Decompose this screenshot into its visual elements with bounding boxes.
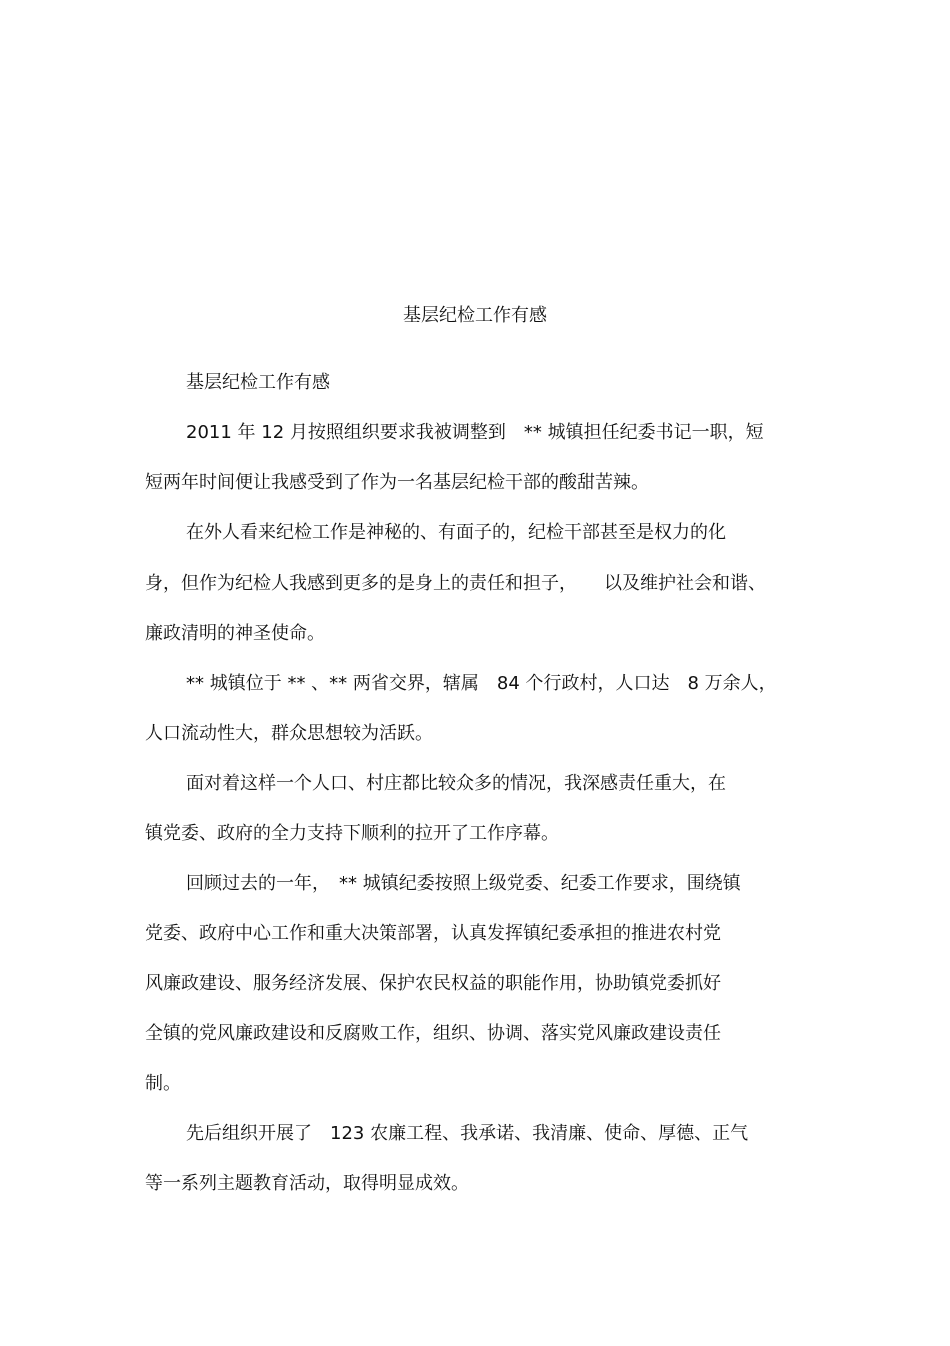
paragraph-5-line-1: 回顾过去的一年， ** 城镇纪委按照上级党委、纪委工作要求，围绕镇: [186, 873, 741, 894]
paragraph-5-line-5: 制。: [145, 1073, 181, 1094]
paragraph-3-line-1: ** 城镇位于 ** 、** 两省交界，辖属 84 个行政村，人口达 8 万余人，: [186, 673, 777, 694]
paragraph-1-line-2: 短两年时间便让我感受到了作为一名基层纪检干部的酸甜苦辣。: [145, 472, 649, 493]
paragraph-3-line-2: 人口流动性大，群众思想较为活跃。: [145, 723, 433, 744]
paragraph-4-line-2: 镇党委、政府的全力支持下顺利的拉开了工作序幕。: [145, 823, 559, 844]
paragraph-6-line-2: 等一系列主题教育活动，取得明显成效。: [145, 1173, 469, 1194]
paragraph-5-line-3: 风廉政建设、服务经济发展、保护农民权益的职能作用，协助镇党委抓好: [145, 973, 721, 994]
paragraph-5-line-4: 全镇的党风廉政建设和反腐败工作，组织、协调、落实党风廉政建设责任: [145, 1023, 721, 1044]
paragraph-6-line-1: 先后组织开展了 123 农廉工程、我承诺、我清廉、使命、厚德、正气: [186, 1123, 749, 1144]
page-title: 基层纪检工作有感: [403, 305, 547, 326]
paragraph-1-line-1: 2011 年 12 月按照组织要求我被调整到 ** 城镇担任纪委书记一职，短: [186, 422, 764, 443]
paragraph-2-line-2: 身，但作为纪检人我感到更多的是身上的责任和担子， 以及维护社会和谐、: [145, 573, 766, 594]
subtitle-line: 基层纪检工作有感: [186, 372, 330, 393]
paragraph-4-line-1: 面对着这样一个人口、村庄都比较众多的情况，我深感责任重大，在: [186, 773, 726, 794]
paragraph-5-line-2: 党委、政府中心工作和重大决策部署，认真发挥镇纪委承担的推进农村党: [145, 923, 721, 944]
paragraph-2-line-1: 在外人看来纪检工作是神秘的、有面子的，纪检干部甚至是权力的化: [186, 522, 726, 543]
paragraph-2-line-3: 廉政清明的神圣使命。: [145, 623, 325, 644]
